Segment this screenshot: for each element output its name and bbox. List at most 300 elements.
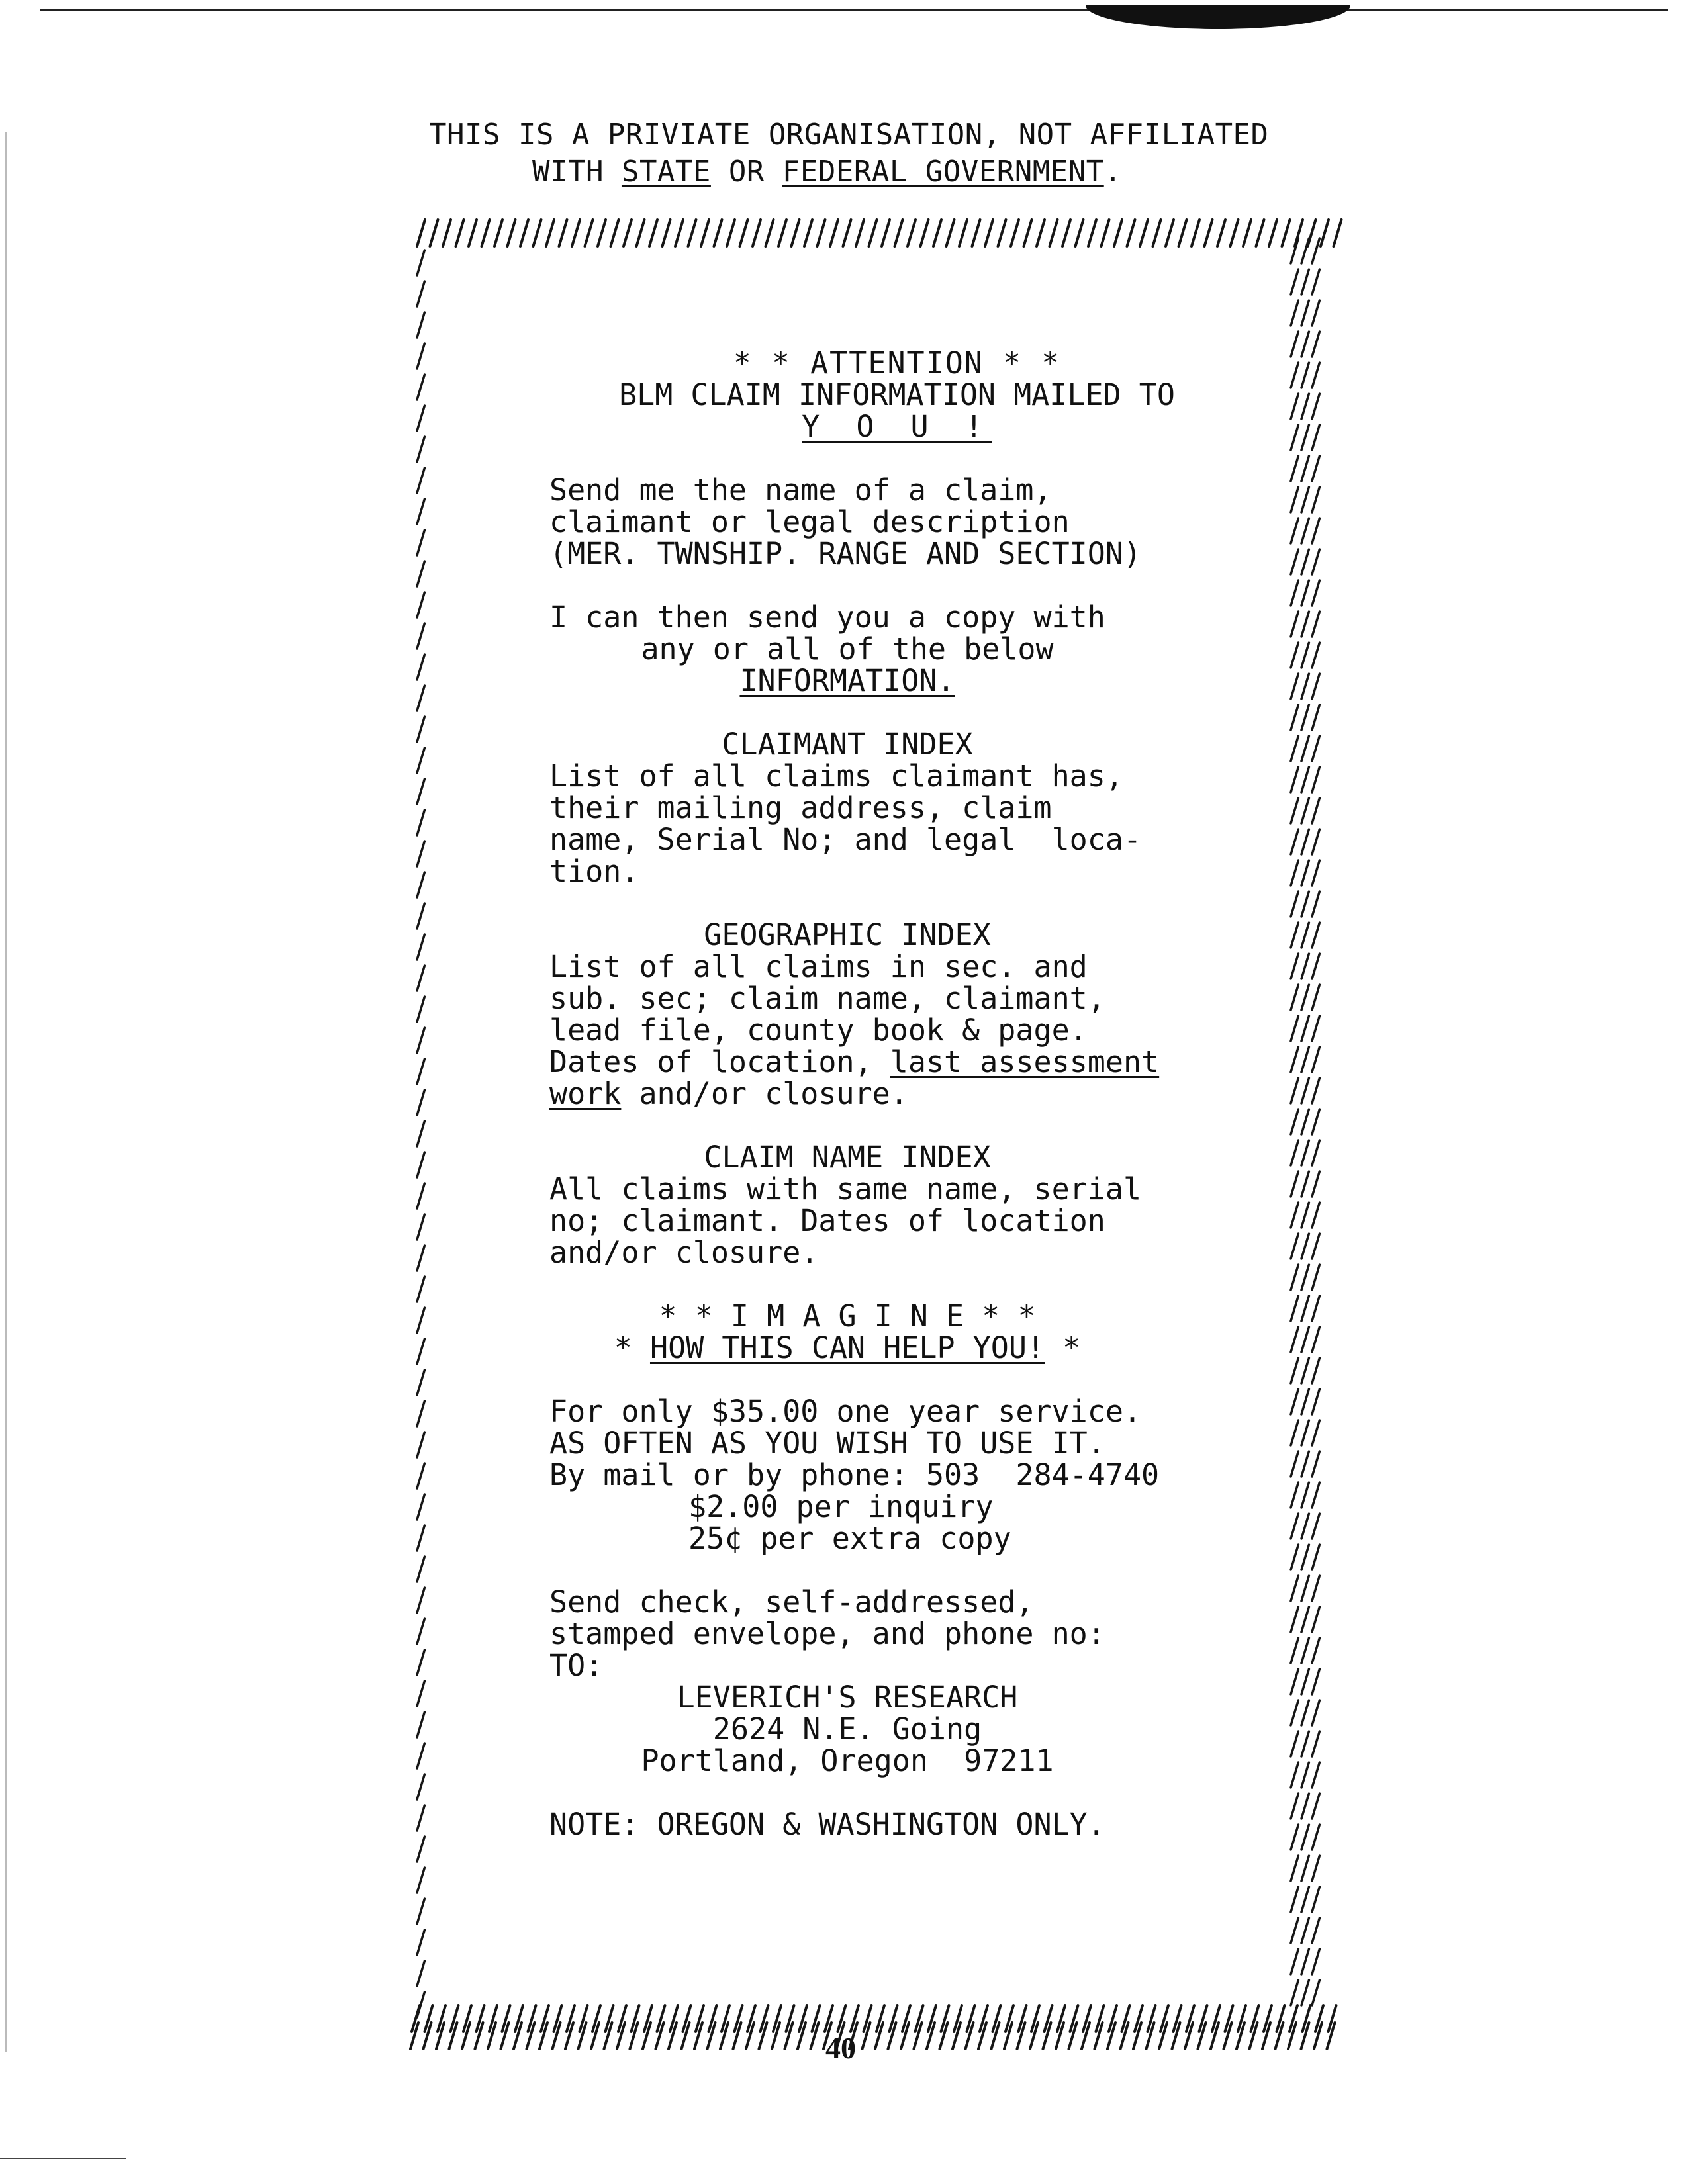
border-slash-right xyxy=(1291,1669,1298,1694)
border-slash-left xyxy=(417,810,424,835)
send-me-line: Send me the name of a claim, xyxy=(549,473,1052,508)
border-slash-left xyxy=(417,1557,424,1582)
border-slash-right xyxy=(1291,798,1298,823)
border-slash-right xyxy=(1301,1296,1309,1321)
border-slash-right xyxy=(1291,1856,1298,1881)
border-slash-top xyxy=(494,220,502,246)
border-slash-right xyxy=(1301,269,1309,295)
border-slash-right xyxy=(1312,580,1319,606)
border-slash-left xyxy=(417,903,424,929)
border-slash-right xyxy=(1291,1171,1298,1197)
border-slash-right xyxy=(1291,1078,1298,1103)
border-slash-right xyxy=(1312,1389,1319,1414)
border-slash-right xyxy=(1291,1420,1298,1445)
bottom-scan-rule xyxy=(0,2158,126,2159)
geographic-index-line: Dates of location, xyxy=(549,1044,890,1079)
border-slash-right xyxy=(1291,1016,1298,1041)
border-slash-top xyxy=(753,220,761,246)
border-slash-right xyxy=(1301,736,1309,761)
border-slash-left xyxy=(417,623,424,649)
border-slash-right xyxy=(1312,1576,1319,1601)
border-slash-top xyxy=(1282,220,1290,246)
border-slash-right xyxy=(1301,1234,1309,1259)
border-slash-top xyxy=(856,220,864,246)
border-slash-top xyxy=(1334,220,1342,246)
border-slash-right xyxy=(1301,1327,1309,1352)
border-slash-top xyxy=(508,220,516,246)
border-slash-top xyxy=(456,220,464,246)
attention-heading: * * ATTENTION * * xyxy=(733,345,1061,381)
border-slash-left xyxy=(417,1961,424,1986)
border-slash-top xyxy=(1321,220,1329,246)
address-city: Portland, Oregon 97211 xyxy=(641,1743,1054,1778)
border-slash-right xyxy=(1291,425,1298,450)
border-slash-right xyxy=(1291,1638,1298,1663)
border-slash-left xyxy=(417,312,424,338)
border-slash-right xyxy=(1312,1700,1319,1725)
border-slash-left xyxy=(417,406,424,431)
claim-name-index-line: no; claimant. Dates of location xyxy=(549,1203,1105,1238)
border-slash-right xyxy=(1312,1203,1319,1228)
claimant-index-line: tion. xyxy=(549,854,639,889)
border-slash-right xyxy=(1291,643,1298,668)
border-slash-right xyxy=(1291,456,1298,481)
border-slash-right xyxy=(1301,612,1309,637)
border-slash-right xyxy=(1291,954,1298,979)
border-slash-top xyxy=(778,220,786,246)
border-slash-right xyxy=(1301,1980,1309,2005)
border-slash-right xyxy=(1291,394,1298,419)
border-slash-right xyxy=(1291,1140,1298,1165)
you-emphasis: Y O U ! xyxy=(802,409,992,444)
border-slash-right xyxy=(1301,705,1309,730)
flyer xyxy=(549,347,1244,1841)
border-slash-left xyxy=(417,281,424,306)
border-slash-left xyxy=(417,1868,424,1893)
border-slash-top xyxy=(1192,220,1199,246)
border-slash-right xyxy=(1301,1078,1309,1103)
border-slash-right xyxy=(1301,238,1309,263)
border-slash-top xyxy=(611,220,619,246)
border-slash-right xyxy=(1291,1949,1298,1974)
border-slash-right xyxy=(1291,332,1298,357)
border-slash-right xyxy=(1291,1762,1298,1788)
border-slash-top xyxy=(959,220,967,246)
disclaimer-federal: FEDERAL GOVERNMENT xyxy=(782,155,1104,189)
border-slash-right xyxy=(1301,1700,1309,1725)
send-check-line: stamped envelope, and phone no: xyxy=(549,1616,1105,1651)
border-slash-right xyxy=(1301,1420,1309,1445)
pricing-line: AS OFTEN AS YOU WISH TO USE IT. xyxy=(549,1426,1105,1461)
claimant-index-line: name, Serial No; and legal loca- xyxy=(549,822,1142,857)
border-slash-left xyxy=(417,655,424,680)
border-slash-right xyxy=(1291,269,1298,295)
border-slash-right xyxy=(1291,829,1298,854)
border-slash-right xyxy=(1312,923,1319,948)
border-slash-right xyxy=(1301,487,1309,512)
disclaimer-or: OR xyxy=(710,155,782,189)
border-slash-right xyxy=(1312,238,1319,263)
border-slash-top xyxy=(830,220,838,246)
work-text: work xyxy=(549,1076,622,1111)
border-slash-right xyxy=(1291,1825,1298,1850)
border-slash-right xyxy=(1312,518,1319,543)
border-slash-right xyxy=(1291,363,1298,388)
border-slash-left xyxy=(417,1401,424,1426)
border-slash-right xyxy=(1312,1887,1319,1912)
border-slash-left xyxy=(417,1277,424,1302)
border-slash-right xyxy=(1301,954,1309,979)
disclaimer-line-2 xyxy=(429,154,1269,191)
disclaimer-with: WITH xyxy=(532,155,622,189)
border-slash-right xyxy=(1312,1545,1319,1570)
border-slash-right xyxy=(1291,1265,1298,1290)
geographic-index-line: lead file, county book & page. xyxy=(549,1013,1088,1048)
claim-name-index-heading: CLAIM NAME INDEX xyxy=(704,1140,991,1175)
border-slash-left xyxy=(417,1152,424,1177)
border-slash-top xyxy=(598,220,606,246)
border-slash-right xyxy=(1291,985,1298,1010)
border-slash-right xyxy=(1312,1451,1319,1477)
border-slash-right xyxy=(1301,1514,1309,1539)
border-slash-left xyxy=(417,934,424,960)
border-slash-left xyxy=(417,779,424,804)
border-slash-top xyxy=(1088,220,1096,246)
border-slash-top xyxy=(1140,220,1148,246)
border-slash-right xyxy=(1312,1856,1319,1881)
border-slash-left xyxy=(417,250,424,275)
border-slash-top xyxy=(1153,220,1161,246)
border-slash-left xyxy=(417,1712,424,1737)
border-slash-left xyxy=(417,561,424,586)
border-slash-left xyxy=(417,437,424,462)
border-slash-right xyxy=(1291,1794,1298,1819)
i-can-block xyxy=(549,602,1244,697)
left-scan-edge xyxy=(5,132,7,2052)
border-slash-top xyxy=(663,220,671,246)
border-slash-left xyxy=(417,1837,424,1862)
border-slash-top xyxy=(985,220,993,246)
border-slash-top xyxy=(649,220,657,246)
border-slash-right xyxy=(1291,674,1298,699)
border-slash-top xyxy=(520,220,528,246)
border-slash-right xyxy=(1301,1856,1309,1881)
border-slash-right xyxy=(1291,1887,1298,1912)
border-slash-top xyxy=(469,220,477,246)
border-slash-top xyxy=(546,220,554,246)
border-slash-top xyxy=(818,220,825,246)
border-slash-right xyxy=(1291,1203,1298,1228)
border-slash-top xyxy=(534,220,541,246)
border-slash-right xyxy=(1301,829,1309,854)
border-slash-right xyxy=(1301,1265,1309,1290)
border-slash-right xyxy=(1312,705,1319,730)
border-slash-right xyxy=(1312,1140,1319,1165)
border-slash-top xyxy=(443,220,451,246)
border-slash-right xyxy=(1301,923,1309,948)
help-star-left: * xyxy=(614,1330,650,1365)
border-slash-right xyxy=(1312,1420,1319,1445)
border-slash-right xyxy=(1312,1047,1319,1072)
border-slash-left xyxy=(417,1370,424,1395)
border-slash-left xyxy=(417,1650,424,1675)
border-slash-top xyxy=(1256,220,1264,246)
border-slash-right xyxy=(1312,1482,1319,1508)
disclaimer-line-1: THIS IS A PRIVIATE ORGANISATION, NOT AFFILIATED xyxy=(429,118,1269,152)
border-slash-left xyxy=(417,1059,424,1084)
border-slash-right xyxy=(1301,1451,1309,1477)
border-slash-right xyxy=(1301,363,1309,388)
send-check-line: TO: xyxy=(549,1648,604,1683)
border-slash-right xyxy=(1312,1265,1319,1290)
border-slash-right xyxy=(1301,1016,1309,1041)
geographic-index-tail: and/or closure. xyxy=(621,1076,908,1111)
per-inquiry-price: $2.00 per inquiry xyxy=(688,1489,994,1524)
pricing-line: For only $35.00 one year service. xyxy=(549,1394,1142,1429)
help-star-right: * xyxy=(1045,1330,1081,1365)
border-slash-right xyxy=(1301,1762,1309,1788)
border-slash-left xyxy=(417,1183,424,1208)
border-slash-right xyxy=(1312,767,1319,792)
border-slash-right xyxy=(1301,300,1309,326)
note-line: NOTE: OREGON & WASHINGTON ONLY. xyxy=(549,1807,1105,1842)
border-slash-right xyxy=(1291,487,1298,512)
border-slash-right xyxy=(1312,1016,1319,1041)
border-slash-left xyxy=(417,966,424,991)
border-slash-right xyxy=(1291,1731,1298,1756)
claimant-index-line: List of all claims claimant has, xyxy=(549,758,1123,794)
border-slash-top xyxy=(804,220,812,246)
border-slash-top xyxy=(430,220,438,246)
border-slash-right xyxy=(1301,518,1309,543)
border-slash-top xyxy=(585,220,593,246)
border-slash-right xyxy=(1301,1825,1309,1850)
border-slash-right xyxy=(1301,767,1309,792)
geographic-index-heading: GEOGRAPHIC INDEX xyxy=(704,917,991,952)
border-slash-top xyxy=(417,220,425,246)
border-slash-right xyxy=(1301,1638,1309,1663)
geographic-index-line: List of all claims in sec. and xyxy=(549,949,1088,984)
border-slash-top xyxy=(701,220,709,246)
border-slash-right xyxy=(1312,269,1319,295)
border-slash-left xyxy=(417,841,424,866)
border-slash-top xyxy=(1127,220,1135,246)
send-me-block xyxy=(549,475,1244,570)
border-slash-left xyxy=(417,997,424,1022)
border-slash-right xyxy=(1301,1731,1309,1756)
border-slash-right xyxy=(1301,1794,1309,1819)
border-slash-right xyxy=(1312,332,1319,357)
border-slash-top xyxy=(972,220,980,246)
border-slash-right xyxy=(1312,425,1319,450)
border-slash-right xyxy=(1291,1514,1298,1539)
border-slash-right xyxy=(1301,798,1309,823)
help-heading: HOW THIS CAN HELP YOU! xyxy=(649,1330,1045,1365)
border-slash-right xyxy=(1312,1358,1319,1383)
top-scan-rule xyxy=(40,9,1668,11)
border-slash-right xyxy=(1312,1234,1319,1259)
information-label: INFORMATION. xyxy=(739,663,955,698)
page-number: 40 xyxy=(825,2031,856,2065)
border-slash-right xyxy=(1312,456,1319,481)
border-slash-right xyxy=(1301,1140,1309,1165)
border-slash-right xyxy=(1301,1887,1309,1912)
border-slash-top xyxy=(766,220,774,246)
scan-shadow xyxy=(1086,5,1350,29)
border-slash-top xyxy=(1037,220,1045,246)
border-slash-left xyxy=(417,1463,424,1488)
border-slash-top xyxy=(1050,220,1058,246)
border-slash-left xyxy=(417,1774,424,1799)
border-slash-top xyxy=(1179,220,1187,246)
border-slash-right xyxy=(1312,549,1319,574)
border-slash-right xyxy=(1312,860,1319,886)
border-slash-right xyxy=(1291,1234,1298,1259)
border-slash-right xyxy=(1301,549,1309,574)
border-slash-right xyxy=(1312,829,1319,854)
disclaimer-header xyxy=(429,116,1269,191)
border-slash-right xyxy=(1291,736,1298,761)
border-slash-left xyxy=(417,1930,424,1955)
border-slash-left xyxy=(417,1619,424,1644)
border-slash-top xyxy=(559,220,567,246)
border-slash-right xyxy=(1312,1949,1319,1974)
border-slash-top xyxy=(688,220,696,246)
border-slash-left xyxy=(417,1899,424,1924)
border-slash-right xyxy=(1291,1607,1298,1632)
border-slash-left xyxy=(417,1743,424,1768)
border-slash-right xyxy=(1291,580,1298,606)
border-slash-right xyxy=(1312,798,1319,823)
claim-name-index-section xyxy=(549,1142,1244,1269)
send-me-line: (MER. TWNSHIP. RANGE AND SECTION) xyxy=(549,536,1142,571)
border-slash-right xyxy=(1291,1109,1298,1134)
border-slash-top xyxy=(727,220,735,246)
border-slash-top xyxy=(1166,220,1174,246)
border-slash-top xyxy=(1243,220,1251,246)
border-slash-right xyxy=(1301,1545,1309,1570)
border-slash-right xyxy=(1312,985,1319,1010)
border-slash-left xyxy=(417,686,424,711)
border-slash-right xyxy=(1312,1980,1319,2005)
border-slash-right xyxy=(1312,643,1319,668)
border-slash-top xyxy=(1024,220,1032,246)
border-slash-left xyxy=(417,530,424,555)
border-slash-right xyxy=(1301,1358,1309,1383)
border-slash-right xyxy=(1301,674,1309,699)
border-slash-right xyxy=(1312,1731,1319,1756)
border-slash-top xyxy=(869,220,877,246)
border-slash-left xyxy=(417,343,424,369)
border-slash-top xyxy=(740,220,748,246)
border-slash-right xyxy=(1291,1482,1298,1508)
border-slash-right xyxy=(1291,238,1298,263)
border-slash-right xyxy=(1312,1794,1319,1819)
border-slash-right xyxy=(1301,1669,1309,1694)
border-slash-top xyxy=(1062,220,1070,246)
border-slash-right xyxy=(1312,363,1319,388)
border-slash-right xyxy=(1312,1825,1319,1850)
border-slash-right xyxy=(1291,1918,1298,1943)
claimant-index-line: their mailing address, claim xyxy=(549,790,1052,825)
border-slash-right xyxy=(1312,1638,1319,1663)
border-slash-right xyxy=(1301,891,1309,917)
border-slash-right xyxy=(1301,1109,1309,1134)
border-slash-right xyxy=(1291,767,1298,792)
border-slash-right xyxy=(1291,1047,1298,1072)
border-slash-top xyxy=(792,220,800,246)
border-slash-left xyxy=(417,499,424,524)
send-check-line: Send check, self-addressed, xyxy=(549,1584,1034,1619)
i-can-line: I can then send you a copy with xyxy=(549,600,1105,635)
border-slash-top xyxy=(1102,220,1109,246)
border-slash-right xyxy=(1312,1171,1319,1197)
border-slash-right xyxy=(1301,1918,1309,1943)
border-slash-top xyxy=(998,220,1006,246)
border-slash-right xyxy=(1301,860,1309,886)
border-slash-left xyxy=(417,1246,424,1271)
border-slash-left xyxy=(417,1090,424,1115)
last-assessment-text: last assessment xyxy=(890,1044,1160,1079)
border-slash-right xyxy=(1291,1389,1298,1414)
per-copy-price: 25¢ per extra copy xyxy=(688,1521,1011,1556)
imagine-heading: * * I M A G I N E * * xyxy=(659,1298,1036,1334)
border-slash-top xyxy=(1205,220,1213,246)
border-slash-right xyxy=(1291,1358,1298,1383)
border-slash-right xyxy=(1312,1109,1319,1134)
border-slash-left xyxy=(417,1588,424,1613)
disclaimer-state: STATE xyxy=(621,155,711,189)
pricing-section xyxy=(549,1396,1244,1555)
geographic-index-line: sub. sec; claim name, claimant, xyxy=(549,981,1105,1016)
border-slash-right xyxy=(1291,612,1298,637)
border-slash-right xyxy=(1312,1918,1319,1943)
claimant-index-section xyxy=(549,729,1244,887)
border-slash-top xyxy=(572,220,580,246)
border-slash-right xyxy=(1312,736,1319,761)
i-can-line: any or all of the below xyxy=(641,631,1054,666)
claimant-index-heading: CLAIMANT INDEX xyxy=(722,727,973,762)
border-slash-top xyxy=(637,220,645,246)
border-slash-left xyxy=(417,872,424,897)
border-slash-right xyxy=(1312,1296,1319,1321)
border-slash-top xyxy=(624,220,632,246)
border-slash-top xyxy=(1076,220,1084,246)
border-slash-right xyxy=(1312,394,1319,419)
border-slash-right xyxy=(1312,1669,1319,1694)
border-slash-left xyxy=(417,1214,424,1240)
border-slash-right xyxy=(1312,1514,1319,1539)
border-slash-right xyxy=(1291,300,1298,326)
border-slash-right xyxy=(1291,1980,1298,2005)
geographic-index-section xyxy=(549,919,1244,1110)
border-slash-right xyxy=(1301,456,1309,481)
border-slash-right xyxy=(1291,1327,1298,1352)
border-slash-left xyxy=(417,1121,424,1146)
border-slash-left xyxy=(417,1681,424,1706)
border-slash-left xyxy=(417,748,424,773)
border-slash-left xyxy=(417,1308,424,1333)
border-slash-left xyxy=(417,592,424,617)
border-slash-right xyxy=(1301,1949,1309,1974)
border-slash-top xyxy=(1269,220,1277,246)
border-slash-top xyxy=(895,220,903,246)
border-slash-right xyxy=(1312,674,1319,699)
send-check-section xyxy=(549,1586,1244,1777)
border-slash-right xyxy=(1312,1078,1319,1103)
border-slash-right xyxy=(1301,1203,1309,1228)
send-me-line: claimant or legal description xyxy=(549,504,1070,539)
